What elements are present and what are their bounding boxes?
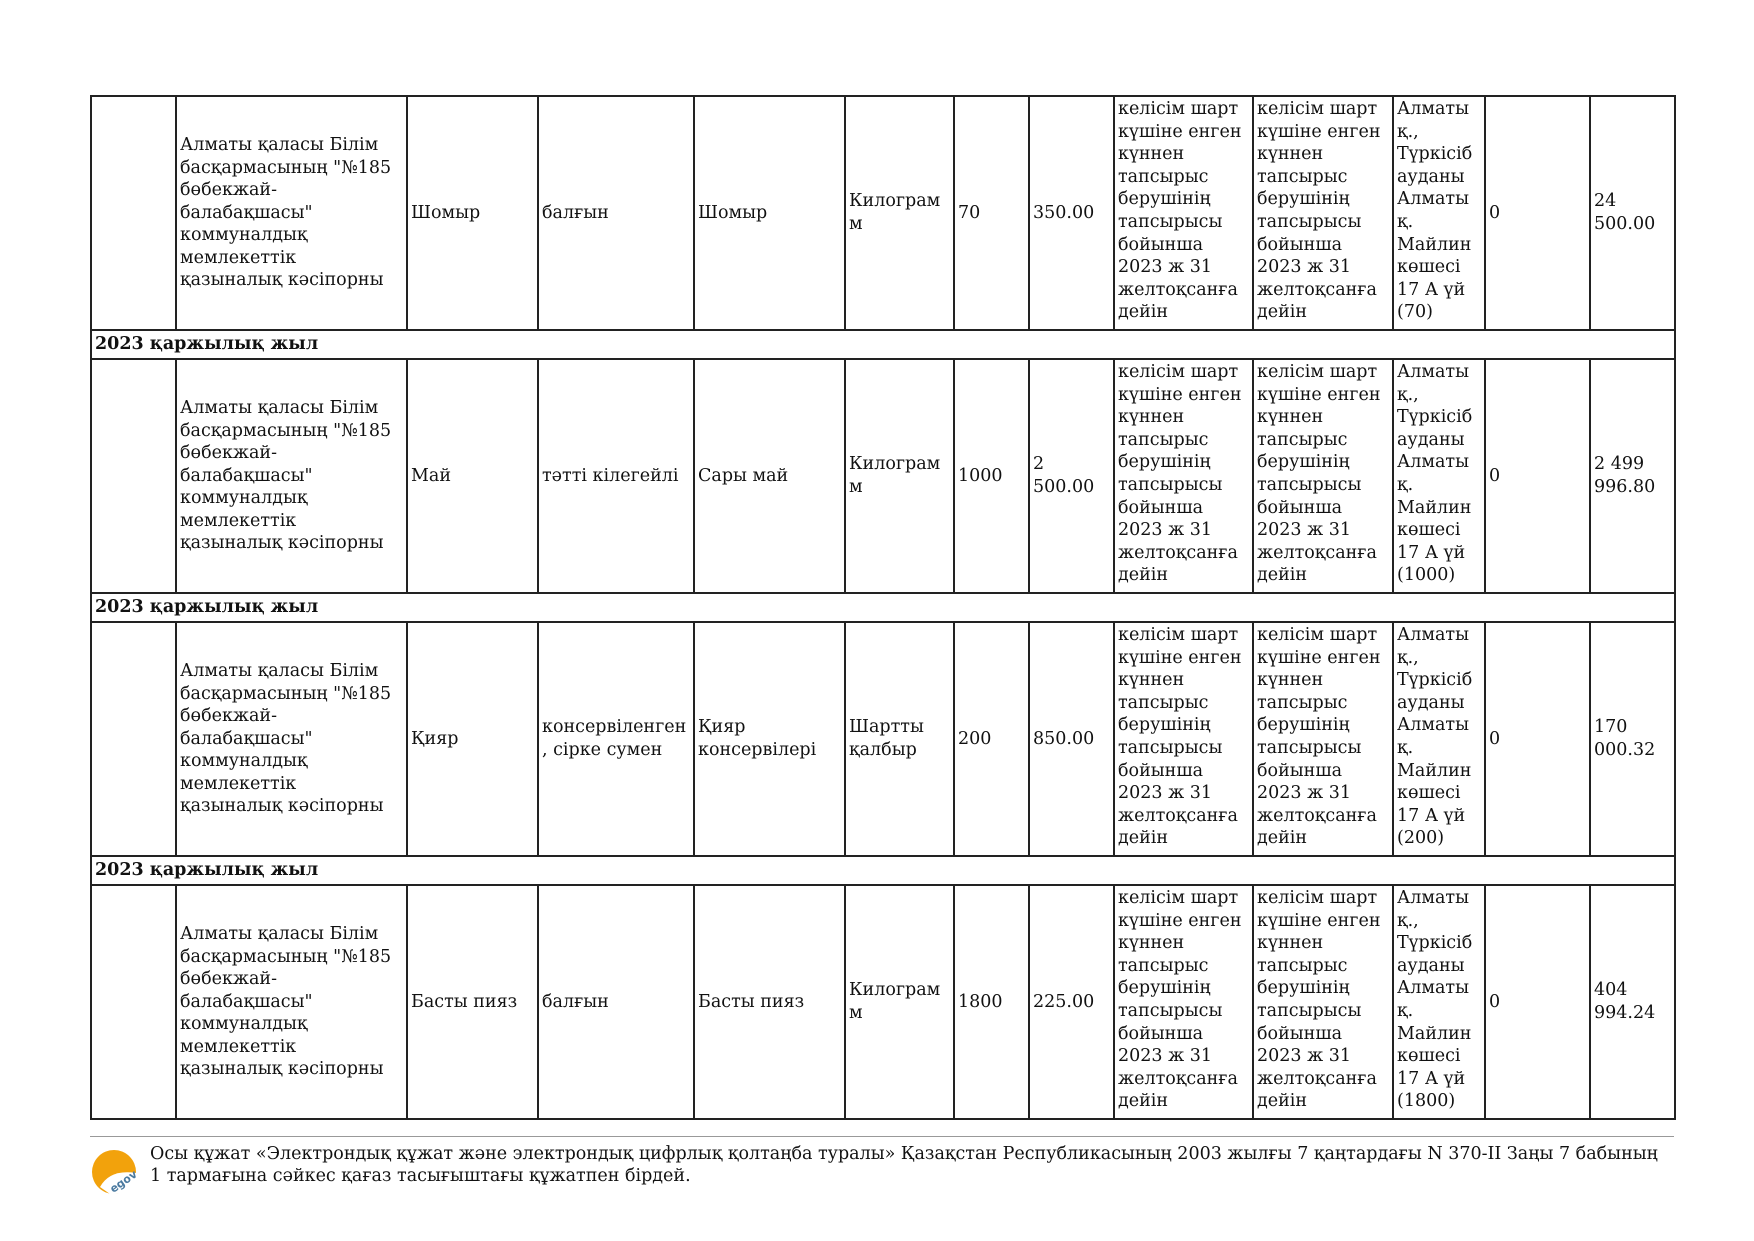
advance-cell: 0 (1485, 885, 1590, 1119)
characteristic-cell: балғын (538, 885, 694, 1119)
quantity-cell: 200 (954, 622, 1029, 856)
delivery-term-cell: келісім шарт күшіне енген күннен тапсырыс берушінің тапсырысы бойынша 2023 ж 31 желтоқсанға дейін (1114, 96, 1253, 330)
delivery-term-cell: келісім шарт күшіне енген күннен тапсырыс берушінің тапсырысы бойынша 2023 ж 31 желтоқсанға дейін (1114, 622, 1253, 856)
fiscal-year-row (91, 856, 1675, 885)
additional-characteristic-cell: Қияр консервілері (694, 622, 845, 856)
advance-cell: 0 (1485, 96, 1590, 330)
customer-cell: Алматы қаласы Білім басқармасының "№185 бөбекжай-балабақшасы" коммуналдық мемлекеттік қазыналық кәсіпорны (176, 885, 407, 1119)
procurement-plan-page (90, 95, 1674, 1120)
price-cell: 225.00 (1029, 885, 1114, 1119)
footer-legal-text: Осы құжат «Электрондық құжат және электрондық цифрлық қолтаңба туралы» Қазақстан Республикасының 2003 жылғы 7 қаңтардағы N 370-II Заңы 7 бабының 1 тармағына сәйкес қағаз тасығыштағы құжатпен бірдей. (150, 1144, 1658, 1186)
delivery-term-2-cell: келісім шарт күшіне енген күннен тапсырыс берушінің тапсырысы бойынша 2023 ж 31 желтоқсанға дейін (1253, 359, 1393, 593)
unit-cell: Килограмм (845, 885, 954, 1119)
fiscal-year-label: 2023 қаржылық жыл (91, 593, 1675, 622)
row-number-cell (91, 885, 176, 1119)
additional-characteristic-cell: Басты пияз (694, 885, 845, 1119)
sum-cell: 404 994.24 (1590, 885, 1675, 1119)
delivery-term-2-cell: келісім шарт күшіне енген күннен тапсырыс берушінің тапсырысы бойынша 2023 ж 31 желтоқсанға дейін (1253, 96, 1393, 330)
table-body (91, 96, 1675, 1119)
additional-characteristic-cell: Сары май (694, 359, 845, 593)
characteristic-cell: консервіленген, сірке сумен (538, 622, 694, 856)
egov-logo-icon (90, 1147, 140, 1197)
delivery-place-cell: Алматы қ., Түркісіб ауданы Алматы қ. Майлин көшесі 17 А үй (1800) (1393, 885, 1485, 1119)
delivery-place-cell: Алматы қ., Түркісіб ауданы Алматы қ. Майлин көшесі 17 А үй (1000) (1393, 359, 1485, 593)
price-cell: 350.00 (1029, 96, 1114, 330)
customer-cell: Алматы қаласы Білім басқармасының "№185 бөбекжай-балабақшасы" коммуналдық мемлекеттік қазыналық кәсіпорны (176, 359, 407, 593)
delivery-term-2-cell: келісім шарт күшіне енген күннен тапсырыс берушінің тапсырысы бойынша 2023 ж 31 желтоқсанға дейін (1253, 622, 1393, 856)
price-cell: 850.00 (1029, 622, 1114, 856)
table-row (91, 885, 1675, 1119)
characteristic-cell: тәтті кілегейлі (538, 359, 694, 593)
sum-cell: 24 500.00 (1590, 96, 1675, 330)
fiscal-year-label: 2023 қаржылық жыл (91, 330, 1675, 359)
svg-text:egov: egov (107, 1167, 140, 1196)
unit-cell: Шартты қалбыр (845, 622, 954, 856)
customer-cell: Алматы қаласы Білім басқармасының "№185 бөбекжай-балабақшасы" коммуналдық мемлекеттік қазыналық кәсіпорны (176, 622, 407, 856)
sum-cell: 170 000.32 (1590, 622, 1675, 856)
procurement-plan-table (90, 95, 1676, 1120)
delivery-term-cell: келісім шарт күшіне енген күннен тапсырыс берушінің тапсырысы бойынша 2023 ж 31 желтоқсанға дейін (1114, 359, 1253, 593)
delivery-place-cell: Алматы қ., Түркісіб ауданы Алматы қ. Майлин көшесі 17 А үй (200) (1393, 622, 1485, 856)
quantity-cell: 70 (954, 96, 1029, 330)
table-row (91, 96, 1675, 330)
row-number-cell (91, 622, 176, 856)
table-row (91, 359, 1675, 593)
item-name-cell: Шомыр (407, 96, 538, 330)
advance-cell: 0 (1485, 359, 1590, 593)
fiscal-year-label: 2023 қаржылық жыл (91, 856, 1675, 885)
row-number-cell (91, 96, 176, 330)
customer-cell: Алматы қаласы Білім басқармасының "№185 бөбекжай-балабақшасы" коммуналдық мемлекеттік қазыналық кәсіпорны (176, 96, 407, 330)
row-number-cell (91, 359, 176, 593)
table-row (91, 622, 1675, 856)
delivery-term-cell: келісім шарт күшіне енген күннен тапсырыс берушінің тапсырысы бойынша 2023 ж 31 желтоқсанға дейін (1114, 885, 1253, 1119)
item-name-cell: Май (407, 359, 538, 593)
unit-cell: Килограмм (845, 96, 954, 330)
unit-cell: Килограмм (845, 359, 954, 593)
item-name-cell: Басты пияз (407, 885, 538, 1119)
advance-cell: 0 (1485, 622, 1590, 856)
fiscal-year-row (91, 593, 1675, 622)
delivery-place-cell: Алматы қ., Түркісіб ауданы Алматы қ. Майлин көшесі 17 А үй (70) (1393, 96, 1485, 330)
quantity-cell: 1800 (954, 885, 1029, 1119)
price-cell: 2 500.00 (1029, 359, 1114, 593)
fiscal-year-row (91, 330, 1675, 359)
additional-characteristic-cell: Шомыр (694, 96, 845, 330)
characteristic-cell: балғын (538, 96, 694, 330)
item-name-cell: Қияр (407, 622, 538, 856)
delivery-term-2-cell: келісім шарт күшіне енген күннен тапсырыс берушінің тапсырысы бойынша 2023 ж 31 желтоқсанға дейін (1253, 885, 1393, 1119)
sum-cell: 2 499 996.80 (1590, 359, 1675, 593)
quantity-cell: 1000 (954, 359, 1029, 593)
document-footer (90, 1136, 1674, 1197)
